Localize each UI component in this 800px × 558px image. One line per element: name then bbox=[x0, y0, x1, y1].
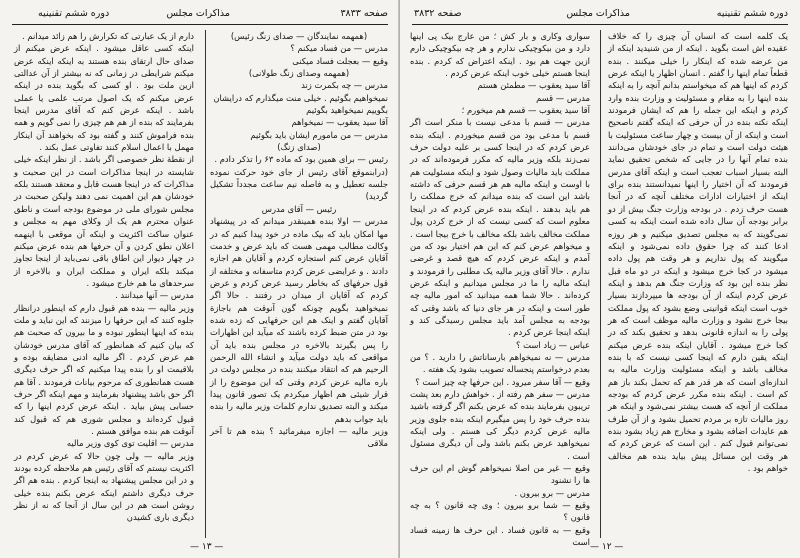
paragraph: مدرس — اولا بنده همینقدر میدانم که در پیشنهاد مها امکان باید که بیک ماده در خود پیدا کنیم که در وکالت مطالب مهمی هست که باید عرض و خدمت آقایان عرض کنم استجازه کردم و آقایان هم اجازه دادند . و عرایضی عرض کردم متاسفانه و مختلفه از قول حرفهای که بخاطر رسید عرض کردم و عرض کردم که آقایان از میدان در رفتند . حالا اگر نمیخواهید بگویم چونکه گون آنوقت هم باجازة آقایان گفتم و اینک هم این حرفهایی که زده شده بود در متن ضبط کرده باشند که میآید این اظهارات را پس بگیرند بالاخره در مجلس بنده باید آن مواقعی که باید دولت میآید و انشاء الله الرحمن الرحیم هم که انتقاد میکنند بنده در مجلس دولت در باره مالیه عرض کردم وقتی که این موضوع را از قرار شیئی هم اظهار میکردم یک تصور قانون پیدا میکند و البته تصدیق ندارم کلمات وزیر مالیه را بنده باید جواب بدهم bbox=[210, 216, 388, 424]
paragraph: وقیع — غیر من اصلا نمیخواهم گوش ام این حرف ها را نشنود bbox=[410, 463, 590, 486]
paragraph: رئیس — برای همین بود که ماده ۶۳ را تذکر دادم . bbox=[214, 154, 388, 165]
paragraph: اینکه کسی عاقل میشود . اینکه عرض میکنم از صدای حال ارتقای بنده هستند به اینکه اینکه عرض میکنم شرایطی در زمانی که نه بیشتر از آن عدالتی ازین ملت بود . او کسی که بگوید بنده در اینکه عرض میکنم که یک اصول مرتب علمی یا عملی باشد . اینکه عرض کنم که آقای مدرس اینجا بفرمایند که بنده از هم هم چیزی را نمی گویم و همه بنده فراموش کنند و گفته بود که بخواهند آن اینکار مهمل با اعمال اسلام کنند تفاوتی عمل بکند . bbox=[14, 43, 194, 153]
paragraph: (همهمه وصدای زنگ طولانی) bbox=[248, 68, 350, 79]
paragraph: (همهمه نمایندگان — صدای زنگ رئیس) bbox=[230, 31, 368, 41]
paragraph: وزیر مالیه — بنده هم قبول دارم که اینطور درانظار جلوه کنند که این حرفها را میزنند که این نباید و ملت بنده که اینها اینطور نبوده و ما بیرون که صحبت هم که بیان کنیم که همانطور که آقای مدرس خودشان هم عرض کردم . اگر مالیه ادنی مضایقه بوده و بلاقیمت او را بنده پیدا میکنیم که اگر حرف دیگری هست همانطوری که مرحوم بیانات فرمودند . آقا هم اگر حق باشد پیشنهاد بفرمایند و مهم اینکه اگر حرف حسابی پیش بیاید . اینکه عرض کردم اینها را که قبول کرده‌اند و مجلس شوری هم که قبول کند آنوقت هم بنده موافق هستم . bbox=[14, 302, 194, 436]
paragraph: (صدای زنگ) bbox=[277, 142, 321, 153]
right-col-right bbox=[608, 30, 788, 474]
paragraph: مدرس — سفر هم رفته از . خواهش دارم بعد پشت تریبون بفرمایند بنده که عرض بکنم اگر گرفته باشید بنده حرف خود را پس میگیرم اینکه بنده جلوی وزیر مالیه عرض کردم دیگر کی هستم . ولی اینکه نمیخواهید عرض بکنم باشد ولی آن دیگری مسئول است . bbox=[410, 388, 590, 461]
left-header-rule bbox=[12, 24, 388, 25]
left-session-label: دوره ششم تقنینیه bbox=[38, 8, 110, 19]
right-header-rule bbox=[412, 24, 788, 25]
paragraph: آقا سید یعقوب — نمیخواهم bbox=[291, 117, 388, 128]
paragraph: رئیس — آقای مدرس bbox=[261, 203, 337, 214]
left-center-title: مذاکرات مجلس bbox=[166, 8, 230, 19]
left-page-label: صفحه ۳۸۳۳ bbox=[340, 8, 388, 19]
paragraph: دارم از یک عبارتی که تکرارش را هم زائد میدانم . bbox=[22, 31, 194, 41]
paragraph: آقا سید یعقوب — مطمئن هستم bbox=[477, 80, 590, 91]
right-page bbox=[400, 0, 800, 558]
paragraph: مدرس — آنها میدانند . bbox=[115, 290, 194, 301]
right-session-label: دوره ششم تقنینیه bbox=[716, 8, 788, 19]
right-col-left bbox=[410, 30, 590, 548]
paragraph: مدرس — چه بکمرت زند bbox=[301, 80, 388, 91]
paragraph: مدرس — من فساد میکنم ؟ bbox=[290, 43, 388, 54]
left-column-divider bbox=[205, 30, 206, 538]
right-page-label: صفحه ۳۸۳۲ bbox=[414, 8, 462, 19]
paragraph: آقا سید یعقوب — قسم هم میخورم ؛ bbox=[461, 105, 590, 116]
paragraph: سواری وکاری و بار کش ؛ من عارج بیک پی اینها دارد و من بیکوچیکی ندارم و هر چه بیکوچیکی دارم ازین جهت هم بود . اینکه اعتراض که کردم . بنده اینجا هستم خیلی خوب اینکه عرض کردم . bbox=[410, 31, 590, 79]
paragraph: وزیر مالیه — ولی چون حالا که عرض کردم در اکثریت نیستم که آقای رئیس هم ملاحظه کرده بودند و در این مجلس پیشنهاد به اینجا کردم . بنده هم اگر حرف دیگری داشتم اینکه عرض بکنم بنده خیلی روشن است هم در این سال از آنجا که نه از نظر دیگری باری کشیدن bbox=[14, 450, 194, 523]
left-page-number: — ۱۳ — bbox=[190, 542, 224, 552]
left-col-right bbox=[210, 30, 388, 450]
paragraph: بگوییم نمیخواهید بگوئیم bbox=[306, 105, 388, 116]
right-column-divider bbox=[600, 30, 601, 538]
paragraph: وزیر مالیه — اجازه میفرمائید ؟ بنده هم تا آخر ملاقی bbox=[210, 426, 388, 449]
paragraph: مدرس — برو بیرون . bbox=[514, 487, 590, 498]
paragraph: مدرس — نه نمیخواهم بارساناتش را دارید . ؟ من بعدم درخواستم پنجساله تصویب بشود یک هفته . bbox=[410, 351, 590, 375]
paragraph: مدرس — قسم bbox=[536, 92, 590, 103]
paragraph: عباس — زیاد است ؟ bbox=[516, 339, 590, 350]
paragraph: مدرس — قسم با مدعی نیست با منکر است اگر قسم با مدعی بود من قسم میخوردم . اینکه بنده عرض کردم که در اینجا کسی بر علیه دولت حرف نمی‌زند بلکه وزیر مالیه که مکرر فرموده‌اند که در مملکت باید مالیات وصول شود و اینکه مسئولیت هم با اوست و اینکه مالیه هم هر قسم حرفی که داشته باشد این است که بنده میدانم که خرج مملکت را هم باید بدهند . اینکه بنده عرض کردم که در اینجا معلوم است که کسی نیست که از خرج کردن پول مملکت مخالف باشد بلکه مخالف با خرج بیجا است . و میخواهم عرض کنم که این هم اختیار بود که من آمدم و اینکه عرض کردم که هیچ قصد و غرضی ندارم . حالا آقای وزیر مالیه یک مطلبی را فرمودند و اینکه مالیه را ما در مجلس میدانیم و اینکه عرض کرده‌اند . حالا شما همه میدانید که امور مالیه چه طور است و اینکه در هر جای دنیا که باشد وقتی که بودجه به مجلس آمد باید مجلس رسیدگی کند و اینکه اینجا عرض کردم . bbox=[410, 117, 590, 338]
left-col-left bbox=[14, 30, 194, 524]
paragraph: (درابنموقع آقای رئیس از جای خود حرکت نموده جلسه تعطیل و به فاصله نیم ساعت مجدداً تشکیل گردید) bbox=[210, 166, 388, 202]
paragraph: از نقطة نظر خصوصی اگر باشد . از نظر اینکه خیلی شایسته در اینجا مذاکرات است در این صحبت و مذاکرات که در اینجا هست قابل و معتقد هستند بلکه خودشان هم این اهمیت نمی دهند ولیکن صحبت در مجلس شورای ملی در موضوع بودجه است و ناطق عنوان محترم هم یک از وکلای مهم به مجلس و عنوان ساکت اکثریت و اینکه آن موقعی با اینهمه اعلان نطق کردن و آن حرفها هم بنده عرض میکنم در چهار دیوار این اطاق باقی نمی‌باید از اینجا تجاوز میکند بلکه ایران و مملکت ایران و بالاخره از سرحدهای ما هم خارج میشود . bbox=[13, 154, 194, 288]
paragraph: یک کلمه است که انسان آن چیزی را که خلاف عقیده اش است بگوید . اینکه از من شنیدید اینکه از من عرضه شده که اینکار را خیلی میکنند . بنده قطعاً تمام اینها را گفتم . انسان اظهار یا اینکه عرض کردم که اینها هم که میخواستم بدانم آنچه را به اینکه بنده اینها را به مقام و مسئولیت و وزارت بنده وارد کردم و اینکه این جمله را هم که ایشان فرمودند اینکه نکته بنده در آن حرفی که اینکه گفتم ناصحیح است و اینکه از آن بیست و چهار ساعت مسئولیت با هیئت دولت است و تمام در جای خودشان می‌دانند بنده تمام آنها را در جایی که شخص تحقیق نماید البته بسیار اسباب تعجب است و اینکه آقای مدرس فرمودند که آن اختیار را اینها نمیدانستند بنده برای اینکه از اختیارات ادارات مختلف آنچه که در آنجا هست حرف زدم . در بودجه وزارت جنگ بیش از دو برابر بودجه آن سال داده شده است اینکه به کسی نمی‌گویند که به مجلس تصدیق میکنیم و هر روزه ادعا کنند که چرا حقوق داده نمی‌شود و اینکه میگویند که پول نداریم و هر وقت هم پول داده میشود در کجا خرج میشود و اینکه در دو ماه قبل نظر بنده این بود که وزارت جنگ هم بدهد و اینکه عرض کردم اینکه از آن بودجه ها میپردازند بسیار خوب است اینکه قوانینی وضع بشود که پول مملکت بیجا خرج نشود و وزارت مالیه موظف است که هر پولی را به اندازه قانونی بدهد و تحقیق بکند که در کجا خرج میشود . آقایان اینکه بنده عرض میکنم اینکه یقین دارم که اینجا کسی نیست که با بنده مخالف باشد و اینکه مسئولیت وزارت مالیه به اندازه‌ای است که هر قدر هم که تحمل بکند باز هم کم است . اینکه بنده مکرر عرض کردم که بودجه مملکت از آنچه که هست بیشتر نمی‌شود و اینکه هر روز مالیات تازه بر مردم تحمیل بشود و از آن طرف هم عایدات اضافه بشود و مخارج هم زیاد بشود بنده نمی‌توانم قبول کنم . این است که عرض کردم که هر وقت این مسائل پیش بیاید بنده هم مخالف خواهم بود . bbox=[608, 31, 788, 474]
right-page-number: — ۱۲ — bbox=[590, 542, 624, 552]
paragraph: مدرس — من مامورم ایشان باید بگوئیم bbox=[250, 129, 388, 140]
paragraph: نمیخواهیم بگوئیم . خیلی منت میگذارم که درایشان bbox=[213, 92, 388, 103]
paragraph: وقیع — به قانون فساد . این حرف ها زمینه فساد است bbox=[410, 524, 590, 548]
right-center-title: مذاکرات مجلس bbox=[566, 8, 630, 19]
paragraph: وقیع — بعجلت فساد میکنی bbox=[292, 55, 388, 66]
paragraph: وقیع — شما برو بیرون ؛ وی چه قانون ؟ به چه قانون ؟ bbox=[410, 500, 590, 523]
paragraph: وقیع — آقا سفر میرود . این حرفها چه چیز است ؟ bbox=[415, 376, 590, 387]
paragraph: مدرس — اقلیت توی کوی وزیر مالیه bbox=[66, 438, 194, 449]
